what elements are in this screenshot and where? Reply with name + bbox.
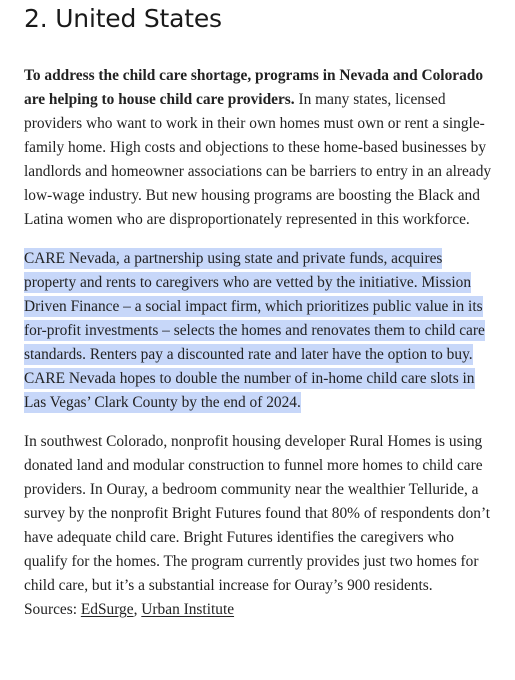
section-heading: 2. United States xyxy=(24,4,222,33)
paragraph-lead-text: To address the child care shortage, programs in Nevada and Colorado are helping to house child care providers. xyxy=(24,67,484,108)
sources-line xyxy=(24,598,494,622)
article xyxy=(24,0,494,622)
paragraph-intro xyxy=(24,64,494,232)
sources-label: Sources: xyxy=(24,601,81,618)
sources-separator: , xyxy=(133,601,142,618)
highlighted-selection[interactable]: CARE Nevada, a partnership using state and private funds, acquires property and rents to caregivers who are vetted by the initiative. Mission Driven Finance – a social impact firm, which prioritizes public value in its for-profit investments – selects the homes and renovates them to child care standards. Renters pay a discounted rate and later have the option to buy. CARE Nevada hopes to double the number of in-home child care slots in Las Vegas’ Clark County by the end of 2024. xyxy=(24,250,485,411)
paragraph-colorado: In southwest Colorado, nonprofit housing developer Rural Homes is using donated land and modular construction to funnel more homes to child care providers. In Ouray, a bedroom community near the wealthier Telluride, a survey by the nonprofit Bright Futures found that 80% of respondents don’t have adequate child care. Bright Futures identifies the caregivers who qualify for the homes. The program currently provides just two homes for child care, but it’s a substantial increase for Ouray’s 900 residents. xyxy=(24,433,491,594)
source-link-edsurge[interactable]: EdSurge xyxy=(80,601,134,618)
paragraph-care-nevada xyxy=(24,247,494,415)
paragraph-body-text: In many states, licensed providers who want to work in their own homes must own or rent a single-family home. High costs and objections to these home-based businesses by landlords and homeowner associations can be barriers to entry in an already low-wage industry. But new housing programs are boosting the Black and Latina women who are disproportionately represented in this workforce. xyxy=(24,91,492,228)
source-link-urban-institute[interactable]: Urban Institute xyxy=(141,601,235,618)
